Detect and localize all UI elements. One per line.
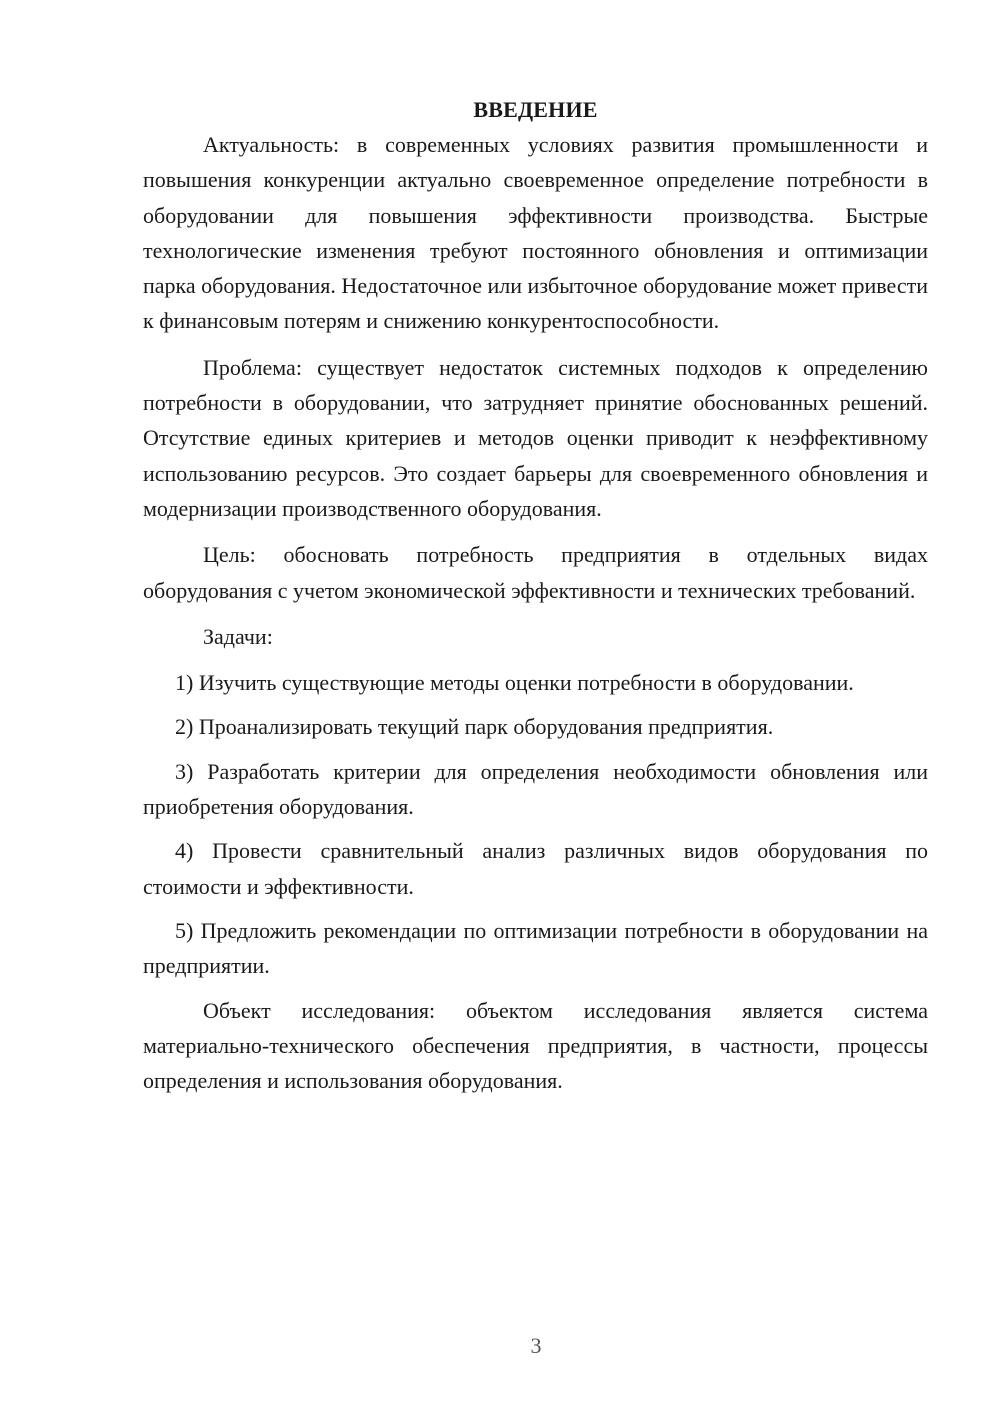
paragraph-relevance: Актуальность: в современных условиях развития промышленности и повышения конкуренции актуально своевременное определение потребности в оборудовании для повышения эффективности производства. Быстрые технологические изменения требуют постоянного обновления и оптимизации парка оборудования. Недостаточное или избыточное оборудование может привести к финансовым потерям и снижению конкурентоспособности.: [143, 132, 928, 334]
tasks-heading: Задачи:: [203, 623, 273, 649]
task-item-3: 3) Разработать критерии для определения необходимости обновления или приобретения оборудования.: [143, 758, 928, 820]
paragraph-problem: Проблема: существует недостаток системных подходов к определению потребности в оборудовании, что затрудняет принятие обоснованных решений. Отсутствие единых критериев и методов оценки приводит к неэффективному использованию ресурсов. Это создает барьеры для своевременного обновления и модернизации производственного оборудования.: [143, 354, 928, 521]
page-title: ВВЕДЕНИЕ: [473, 97, 598, 122]
paragraph-object: Объект исследования: объектом исследования является система материально-технического обеспечения предприятия, в частности, процессы определения и использования оборудования.: [143, 997, 928, 1094]
page-content: [143, 92, 928, 1109]
task-item-4: 4) Провести сравнительный анализ различных видов оборудования по стоимости и эффективности.: [143, 838, 928, 899]
paragraph-goal: Цель: обосновать потребность предприятия в отдельных видах оборудования с учетом экономической эффективности и технических требований.: [143, 542, 928, 603]
task-item-1: 1) Изучить существующие методы оценки потребности в оборудовании.: [175, 670, 854, 696]
task-item-5: 5) Предложить рекомендации по оптимизации потребности в оборудовании на предприятии.: [143, 917, 928, 979]
page-number: 3: [530, 1333, 542, 1358]
task-item-2: 2) Проанализировать текущий парк оборудования предприятия.: [175, 714, 774, 740]
